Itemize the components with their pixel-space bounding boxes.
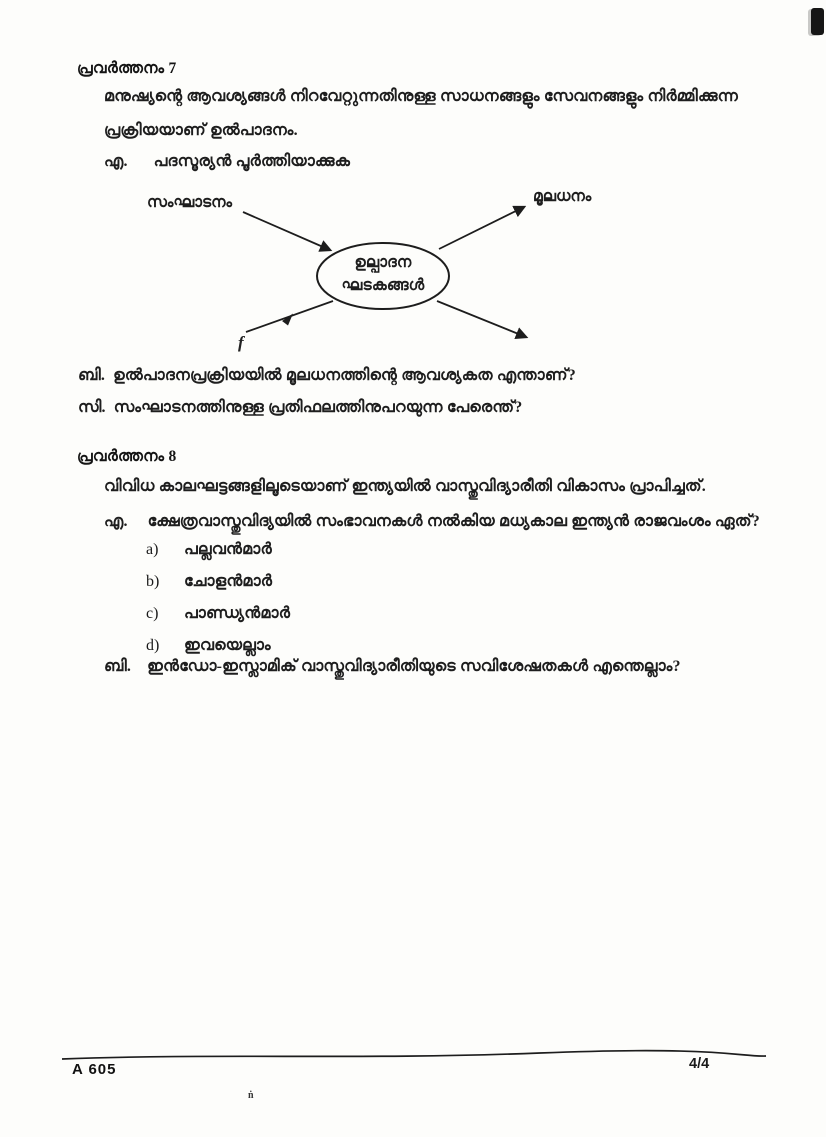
item-text: ഉൽപാദനപ്രക്രിയയിൽ മൂലധനത്തിന്റെ ആവശ്യകത എന്താണ്?: [113, 367, 576, 384]
item-label: എ.: [104, 513, 128, 530]
option-letter: a): [146, 541, 159, 558]
item-label: എ.: [104, 153, 128, 170]
activity8-title: പ്രവർത്തനം 8: [77, 448, 177, 465]
mcq-option-c: [146, 604, 290, 624]
item-text: ക്ഷേത്രവാസ്തുവിദ്യയിൽ സംഭാവനകൾ നൽകിയ മധ്യകാല ഇന്ത്യൻ രാജവംശം ഏത്?: [147, 513, 760, 530]
activity7-intro-line1: മനുഷ്യന്റെ ആവശ്യങ്ങൾ നിറവേറ്റുന്നതിനുള്ള സാധനങ്ങളും സേവനങ്ങളും നിർമ്മിക്കുന്ന: [104, 88, 739, 105]
item-label: ബി.: [78, 367, 106, 384]
mcq-option-d: [146, 636, 290, 656]
scan-speck-footer: ṅ: [248, 1090, 254, 1101]
page-number: 4/4: [689, 1056, 710, 1072]
scan-artifact-corner-mark: [811, 8, 824, 35]
ellipse-text-line2: ഘടകങ്ങൾ: [341, 277, 425, 294]
diagram-label-organisation: സംഘാടനം: [147, 194, 233, 211]
item-text: പദസൂര്യൻ പൂർത്തിയാക്കുക: [153, 153, 351, 170]
item-label: ബി.: [104, 658, 132, 675]
item-label: സി.: [78, 399, 106, 416]
activity8-item-b: [104, 657, 681, 677]
paper-code: A 605: [72, 1061, 117, 1078]
option-letter: c): [146, 605, 159, 622]
mcq-options: [146, 540, 290, 656]
option-text: ഇവയെല്ലാം: [184, 637, 271, 654]
item-text: ഇൻഡോ-ഇസ്ലാമിക് വാസ്തുവിദ്യാരീതിയുടെ സവിശേഷതകൾ എന്തെല്ലാം?: [147, 658, 681, 675]
activity8-item-a: [104, 512, 760, 532]
option-letter: d): [146, 637, 160, 654]
activity8-intro: വിവിധ കാലഘട്ടങ്ങളിലൂടെയാണ് ഇന്ത്യയിൽ വാസ്തുവിദ്യാരീതി വികാസം പ്രാപിച്ചത്.: [104, 478, 706, 495]
activity7-intro-line2: പ്രക്രിയയാണ് ഉൽപാദനം.: [104, 122, 298, 139]
activity7-item-b: [78, 366, 576, 386]
option-text: ചോളൻമാർ: [184, 573, 273, 590]
diagram-label-capital: മൂലധനം: [533, 188, 592, 205]
ellipse-center-text: [318, 251, 448, 297]
item-text: സംഘാടനത്തിനുള്ള പ്രതിഫലത്തിനുപറയുന്ന പേരെന്ത്?: [113, 399, 523, 416]
option-text: പാണ്ഡ്യൻമാർ: [184, 605, 291, 622]
activity7-title: പ്രവർത്തനം 7: [77, 60, 177, 77]
word-sun-diagram: [130, 180, 610, 360]
option-letter: b): [146, 573, 160, 590]
activity7-item-a: [104, 152, 350, 172]
mcq-option-a: [146, 540, 290, 560]
option-text: പല്ലവൻമാർ: [184, 541, 272, 558]
ellipse-text-line1: ഉല്പാദന: [354, 254, 412, 271]
mcq-option-b: [146, 572, 290, 592]
scan-speck-f: f: [238, 333, 244, 352]
activity7-item-c: [78, 398, 522, 418]
